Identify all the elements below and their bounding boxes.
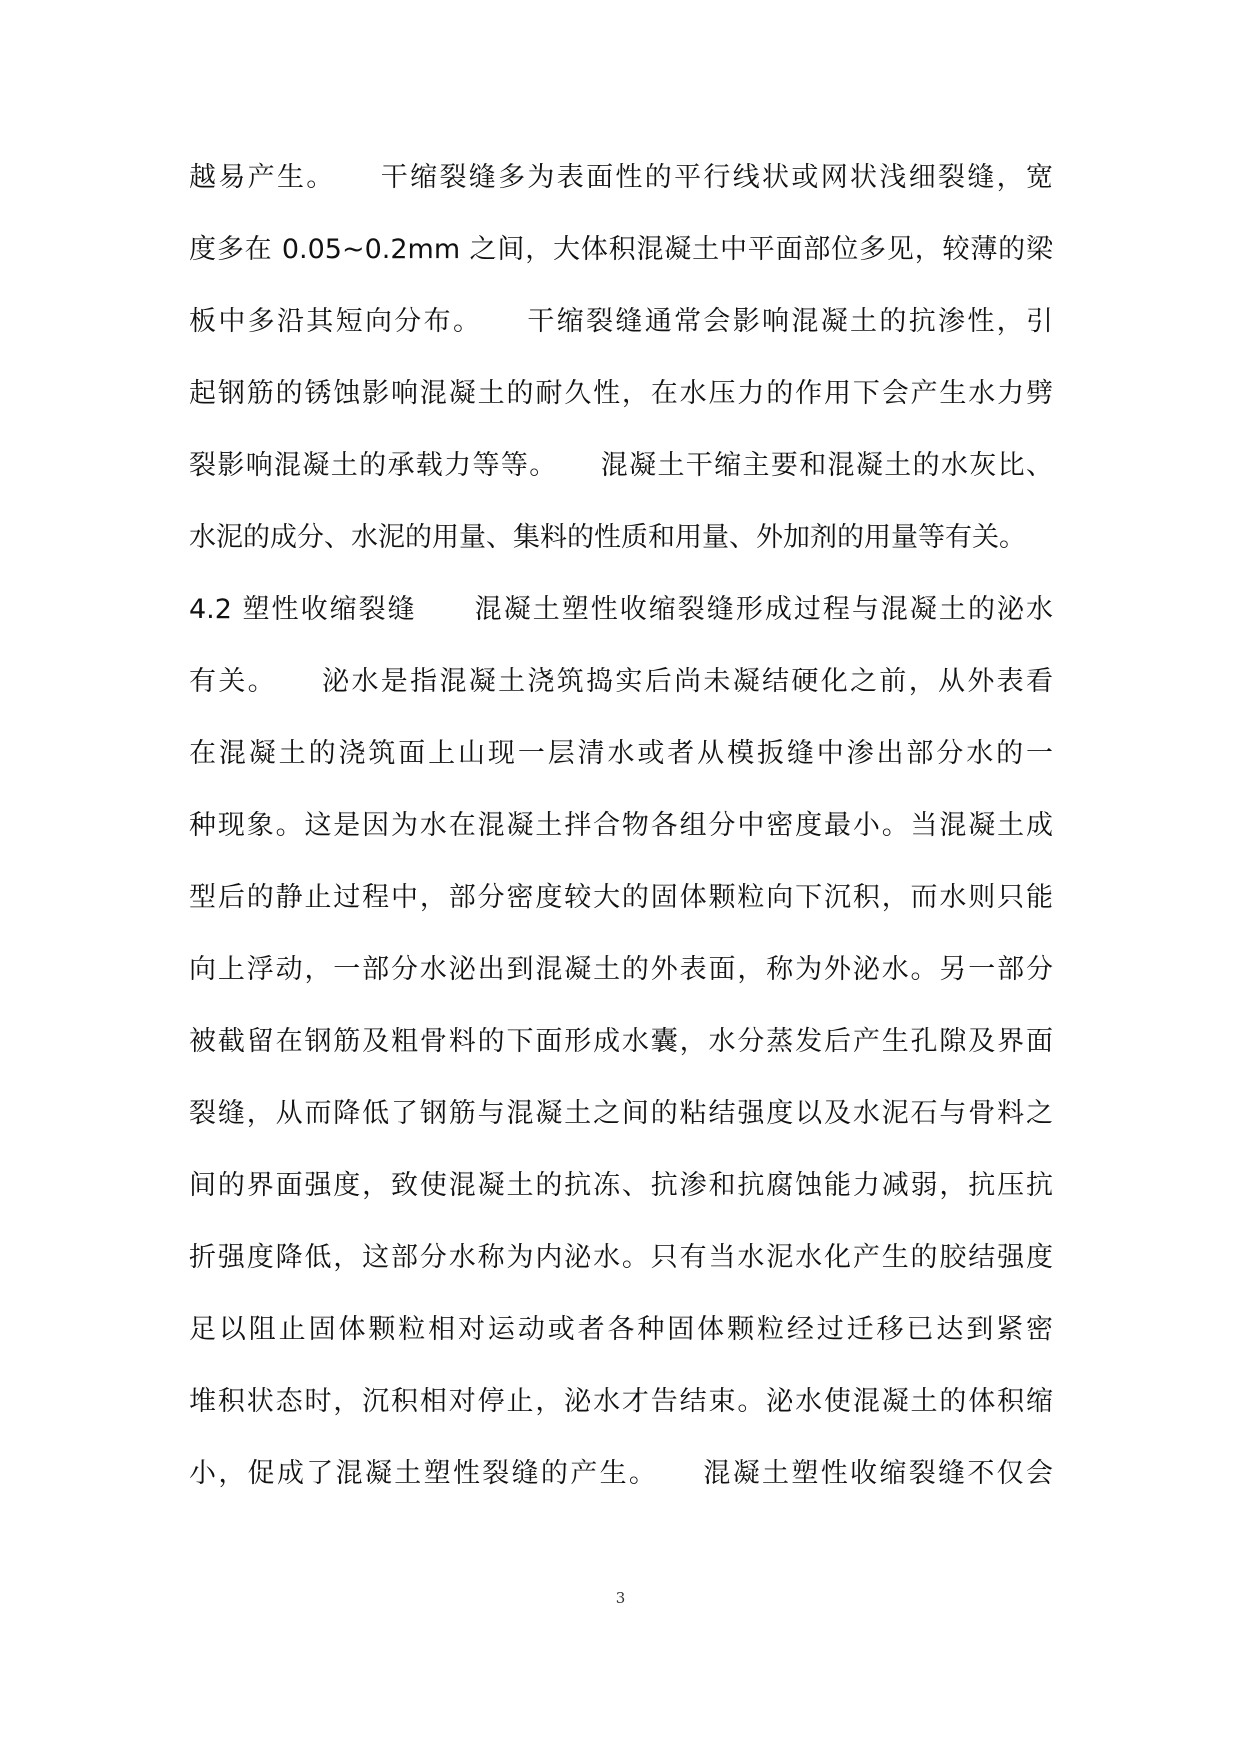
text-line: 度多在 0.05~0.2mm 之间，大体积混凝土中平面部位多见，较薄的梁 <box>189 234 1053 265</box>
text-line: 越易产生。 干缩裂缝多为表面性的平行线状或网状浅细裂缝，宽 <box>189 162 1053 193</box>
text-line: 种现象。这是因为水在混凝土拌合物各组分中密度最小。当混凝土成 <box>189 810 1053 841</box>
body-text <box>189 142 1053 1510</box>
text-line: 板中多沿其短向分布。 干缩裂缝通常会影响混凝土的抗渗性，引 <box>189 306 1053 337</box>
text-line: 足以阻止固体颗粒相对运动或者各种固体颗粒经过迁移已达到紧密 <box>189 1314 1053 1345</box>
text-line: 水泥的成分、水泥的用量、集料的性质和用量、外加剂的用量等有关。 <box>189 522 1026 553</box>
text-line: 在混凝土的浇筑面上山现一层清水或者从模扳缝中渗出部分水的一 <box>189 738 1053 769</box>
text-line: 裂影响混凝土的承载力等等。 混凝土干缩主要和混凝土的水灰比、 <box>189 450 1053 481</box>
section-heading-line: 4.2 塑性收缩裂缝 混凝土塑性收缩裂缝形成过程与混凝土的泌水 <box>189 594 1053 625</box>
text-line: 被截留在钢筋及粗骨料的下面形成水囊，水分蒸发后产生孔隙及界面 <box>189 1026 1053 1057</box>
page-number: 3 <box>615 1589 626 1607</box>
text-line: 小，促成了混凝土塑性裂缝的产生。 混凝土塑性收缩裂缝不仅会 <box>189 1458 1053 1489</box>
text-line: 型后的静止过程中，部分密度较大的固体颗粒向下沉积，而水则只能 <box>189 882 1053 913</box>
text-line: 折强度降低，这部分水称为内泌水。只有当水泥水化产生的胶结强度 <box>189 1242 1053 1273</box>
text-line: 裂缝，从而降低了钢筋与混凝土之间的粘结强度以及水泥石与骨料之 <box>189 1098 1053 1129</box>
text-line: 起钢筋的锈蚀影响混凝土的耐久性，在水压力的作用下会产生水力劈 <box>189 378 1053 409</box>
text-line: 有关。 泌水是指混凝土浇筑捣实后尚未凝结硬化之前，从外表看 <box>189 666 1053 697</box>
text-line: 向上浮动，一部分水泌出到混凝土的外表面，称为外泌水。另一部分 <box>189 954 1053 985</box>
text-line: 间的界面强度，致使混凝土的抗冻、抗渗和抗腐蚀能力减弱，抗压抗 <box>189 1170 1053 1201</box>
text-line: 堆积状态时，沉积相对停止，泌水才告结束。泌水使混凝土的体积缩 <box>189 1386 1053 1417</box>
